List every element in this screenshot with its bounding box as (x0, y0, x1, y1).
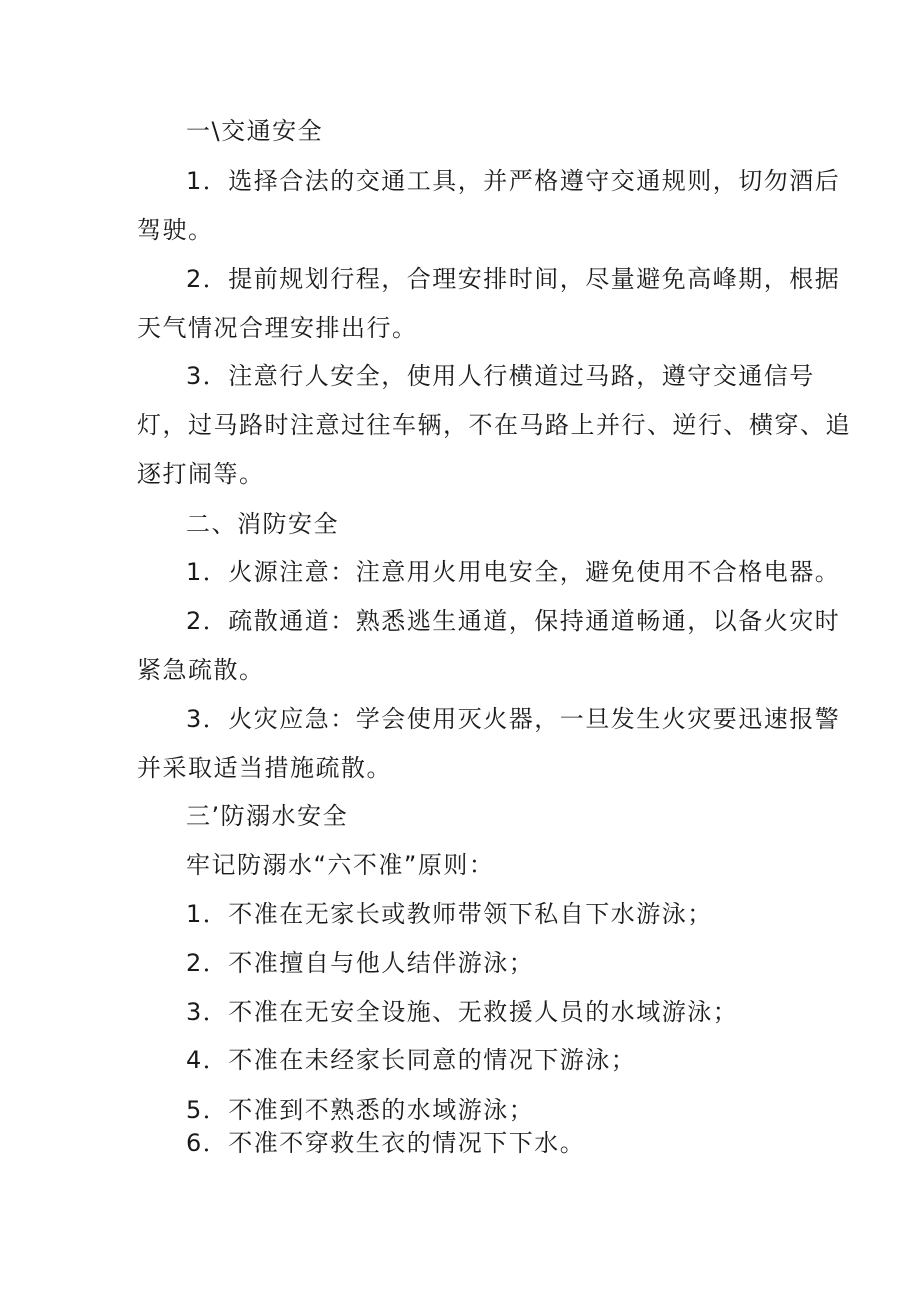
paragraph-line: 灯，过马路时注意过往车辆，不在马路上并行、逆行、横穿、追 (137, 411, 851, 439)
section-heading-fire: 二、消防安全 (186, 510, 339, 538)
list-item: 6．不准不穿救生衣的情况下下水。 (186, 1129, 586, 1157)
paragraph-line: 天气情况合理安排出行。 (137, 314, 418, 342)
paragraph-line: 3．注意行人安全，使用人行横道过马路，遵守交通信号 (186, 362, 815, 390)
rules-intro: 牢记防溺水“六不准”原则： (186, 851, 495, 879)
paragraph-line: 2．疏散通道：熟悉逃生通道，保持通道畅通，以备火灾时 (186, 607, 841, 635)
list-item: 4．不准在未经家长同意的情况下游泳； (186, 1046, 637, 1074)
list-item: 2．不准擅自与他人结伴游泳； (186, 949, 535, 977)
paragraph-line: 紧急疏散。 (137, 656, 265, 684)
paragraph-line: 1．火源注意：注意用火用电安全，避免使用不合格电器。 (186, 558, 841, 586)
section-heading-drowning: 三’防溺水安全 (186, 802, 349, 830)
paragraph-line: 并采取适当措施疏散。 (137, 754, 392, 782)
paragraph-line: 2．提前规划行程，合理安排时间，尽量避免高峰期，根据 (186, 265, 841, 293)
paragraph-line: 3．火灾应急：学会使用灭火器，一旦发生火灾要迅速报警 (186, 705, 841, 733)
list-item: 1．不准在无家长或教师带领下私自下水游泳； (186, 900, 713, 928)
paragraph-line: 逐打闹等。 (137, 460, 265, 488)
paragraph-line: 1．选择合法的交通工具，并严格遵守交通规则，切勿酒后 (186, 167, 841, 195)
section-heading-traffic: 一\交通安全 (186, 117, 324, 145)
paragraph-line: 驾驶。 (137, 216, 214, 244)
list-item: 3．不准在无安全设施、无救援人员的水域游泳； (186, 998, 739, 1026)
list-item: 5．不准到不熟悉的水域游泳； (186, 1096, 535, 1124)
